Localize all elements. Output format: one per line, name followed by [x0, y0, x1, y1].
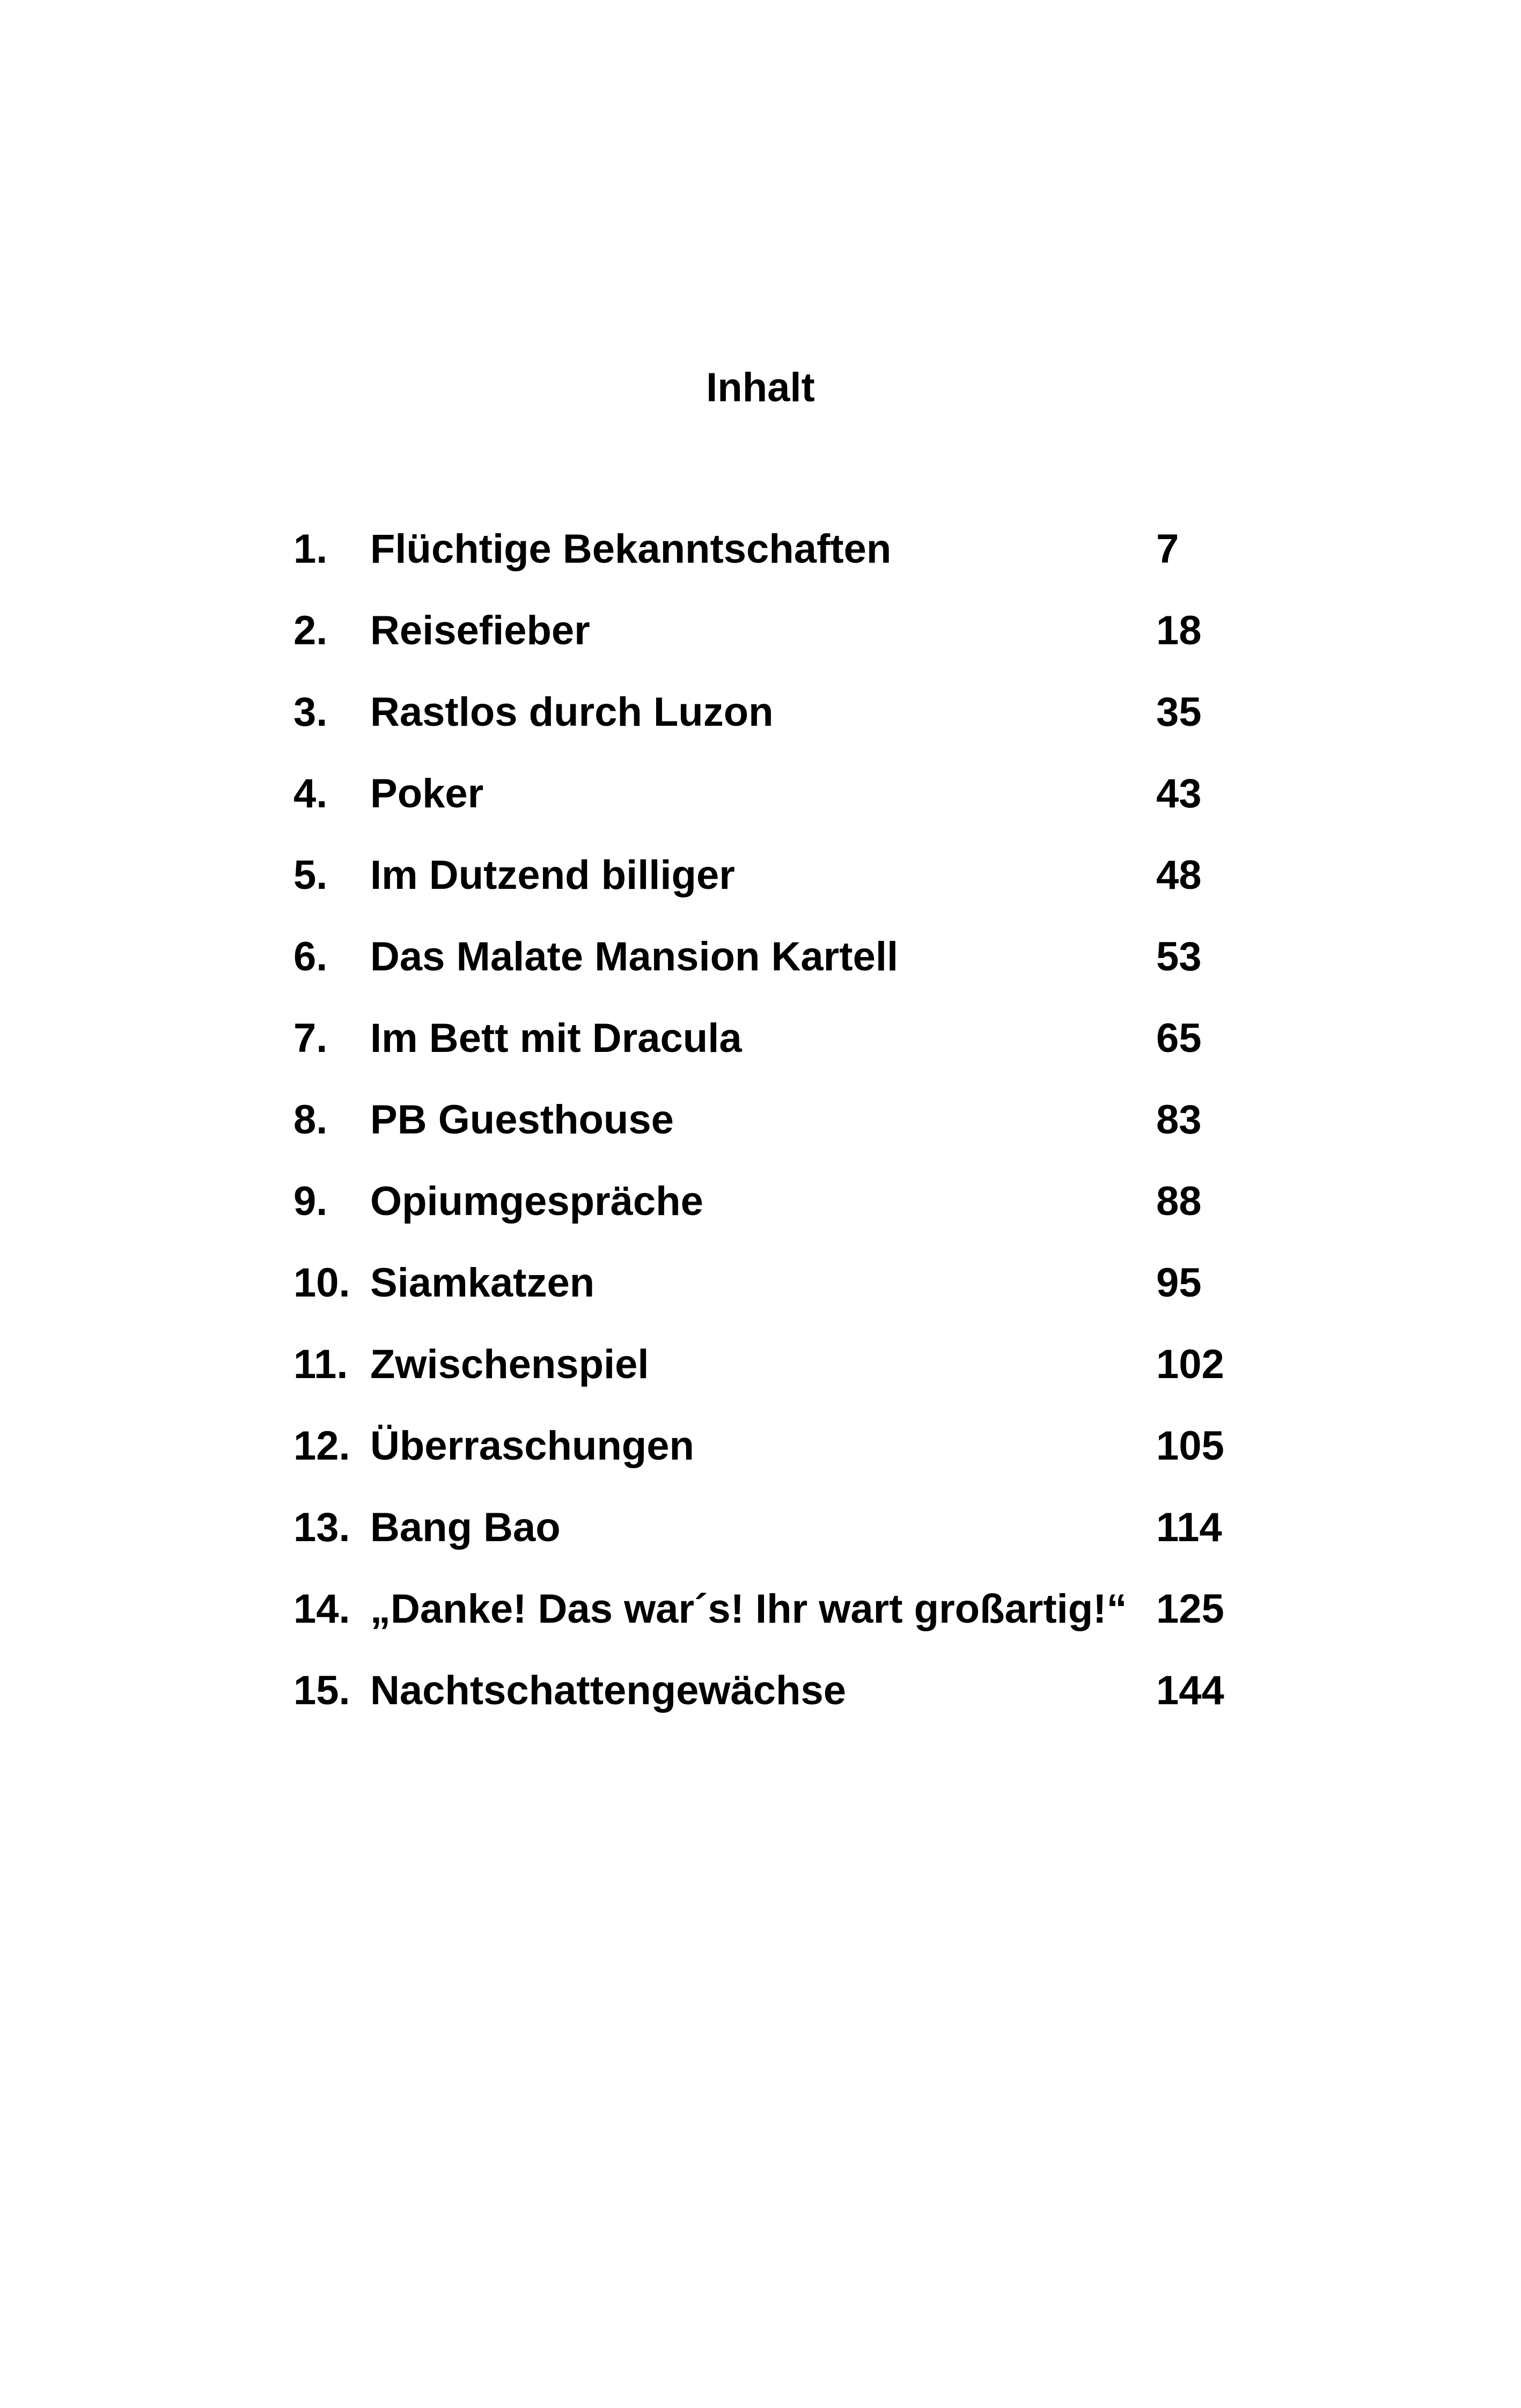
- chapter-page-number: 114: [1156, 1505, 1222, 1550]
- chapter-page-number: 43: [1156, 771, 1202, 816]
- chapter-title: Siamkatzen: [370, 1260, 595, 1306]
- chapter-title: Überraschungen: [370, 1423, 694, 1469]
- chapter-number: 13.: [293, 1505, 350, 1550]
- toc-row-12: [0, 1417, 1521, 1498]
- chapter-number: 14.: [293, 1586, 350, 1632]
- chapter-title: Nachtschattengewächse: [370, 1668, 846, 1713]
- toc-row-3: [0, 683, 1521, 764]
- toc-row-10: [0, 1254, 1521, 1335]
- table-of-contents: [0, 520, 1521, 1743]
- chapter-page-number: 105: [1156, 1423, 1224, 1469]
- chapter-page-number: 88: [1156, 1179, 1202, 1224]
- chapter-title: „Danke! Das war´s! Ihr wart großartig!“: [370, 1586, 1127, 1632]
- chapter-number: 11.: [293, 1342, 348, 1387]
- chapter-number: 1.: [293, 526, 328, 572]
- chapter-number: 6.: [293, 934, 328, 980]
- toc-row-15: [0, 1661, 1521, 1743]
- toc-row-8: [0, 1091, 1521, 1172]
- chapter-page-number: 83: [1156, 1097, 1202, 1143]
- chapter-title: Das Malate Mansion Kartell: [370, 934, 899, 980]
- chapter-number: 10.: [293, 1260, 350, 1306]
- chapter-page-number: 53: [1156, 934, 1202, 980]
- chapter-title: Im Dutzend billiger: [370, 852, 735, 898]
- chapter-number: 8.: [293, 1097, 328, 1143]
- chapter-number: 7.: [293, 1015, 328, 1061]
- chapter-title: Rastlos durch Luzon: [370, 689, 774, 735]
- chapter-page-number: 144: [1156, 1668, 1224, 1713]
- chapter-page-number: 95: [1156, 1260, 1202, 1306]
- toc-row-5: [0, 846, 1521, 927]
- chapter-page-number: 35: [1156, 689, 1202, 735]
- toc-heading: Inhalt: [706, 365, 815, 410]
- toc-row-9: [0, 1172, 1521, 1254]
- chapter-number: 9.: [293, 1179, 328, 1224]
- chapter-title: Opiumgespräche: [370, 1179, 703, 1224]
- toc-row-1: [0, 520, 1521, 601]
- chapter-title: Zwischenspiel: [370, 1342, 649, 1387]
- chapter-title: Bang Bao: [370, 1505, 561, 1550]
- toc-row-7: [0, 1009, 1521, 1091]
- toc-row-13: [0, 1498, 1521, 1580]
- toc-row-6: [0, 927, 1521, 1009]
- toc-row-4: [0, 764, 1521, 846]
- chapter-title: Poker: [370, 771, 484, 816]
- chapter-page-number: 7: [1156, 526, 1179, 572]
- chapter-number: 3.: [293, 689, 328, 735]
- toc-row-11: [0, 1335, 1521, 1417]
- chapter-title: Im Bett mit Dracula: [370, 1015, 742, 1061]
- toc-row-2: [0, 601, 1521, 683]
- chapter-title: Flüchtige Bekanntschaften: [370, 526, 892, 572]
- toc-row-14: [0, 1580, 1521, 1661]
- chapter-page-number: 125: [1156, 1586, 1224, 1632]
- chapter-number: 15.: [293, 1668, 350, 1713]
- chapter-page-number: 18: [1156, 608, 1202, 653]
- chapter-number: 12.: [293, 1423, 350, 1469]
- chapter-title: Reisefieber: [370, 608, 590, 653]
- chapter-page-number: 48: [1156, 852, 1202, 898]
- chapter-page-number: 102: [1156, 1342, 1224, 1387]
- chapter-title: PB Guesthouse: [370, 1097, 674, 1143]
- chapter-number: 5.: [293, 852, 328, 898]
- chapter-page-number: 65: [1156, 1015, 1202, 1061]
- chapter-number: 2.: [293, 608, 328, 653]
- chapter-number: 4.: [293, 771, 328, 816]
